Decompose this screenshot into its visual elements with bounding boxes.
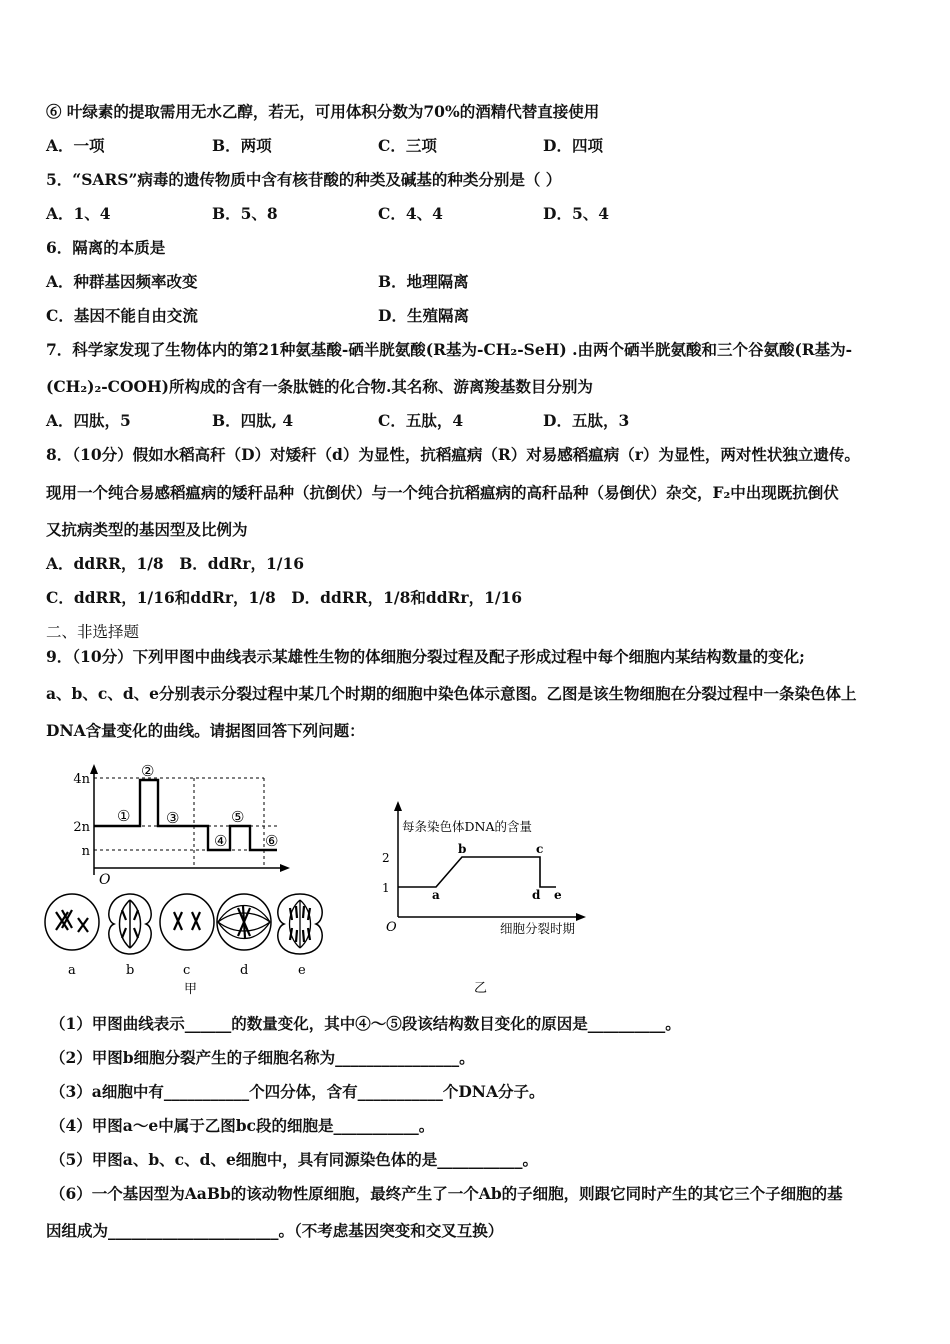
q8-options-cd: C．ddRR，1/16和ddRr，1/8 D．ddRR，1/8和ddRr，1/16 [46, 588, 523, 607]
jia-seg-6: ⑥ [265, 832, 279, 850]
q9-stem-line3: DNA含量变化的曲线。请据图回答下列问题： [46, 721, 365, 740]
cell-label-d: d [240, 963, 249, 978]
q9-sub4: （4）甲图a～e中属于乙图bc段的细胞是___________。 [50, 1116, 435, 1135]
q4-item6: ⑥ 叶绿素的提取需用无水乙醇，若无，可用体积分数为70%的酒精代替直接使用 [46, 102, 600, 121]
q4-option-c: C．三项 [378, 136, 437, 155]
yi-x-arrow [576, 913, 586, 921]
q5-option-d: D．5、4 [543, 204, 610, 223]
jia-ylabel-2n: 2n [73, 820, 90, 835]
yi-ytick-2: 2 [382, 851, 390, 865]
figure-yi [378, 795, 593, 1000]
q8-stem-line1: 8．（10分）假如水稻高秆（D）对矮秆（d）为显性，抗稻瘟病（R）对易感稻瘟病（r）为显性，两对性状独立遗传。 [46, 445, 860, 464]
q9-sub3: （3）a细胞中有___________个四分体，含有___________个DNA分子。 [50, 1082, 545, 1101]
cell-c-chromosomes [174, 912, 200, 930]
q5-stem: 5．“SARS”病毒的遗传物质中含有核苷酸的种类及碱基的种类分别是（ ） [46, 170, 562, 189]
q9-sub1: （1）甲图曲线表示______的数量变化，其中④～⑤段该结构数目变化的原因是__________。 [50, 1014, 681, 1033]
jia-origin: O [99, 872, 111, 888]
cell-label-e: e [298, 963, 306, 978]
q7-option-d: D．五肽，3 [543, 411, 630, 430]
cell-c [160, 894, 214, 950]
jia-seg-3: ③ [166, 809, 180, 827]
jia-ylabel-n: n [81, 844, 90, 859]
q6-option-d: D．生殖隔离 [378, 306, 469, 325]
figure-jia [42, 760, 352, 1000]
jia-seg-1: ① [117, 807, 131, 825]
q9-stem-line2: a、b、c、d、e分别表示分裂过程中某几个时期的细胞中染色体示意图。乙图是该生物细胞在分裂过程中一条染色体上 [46, 684, 857, 703]
q7-stem-line1: 7．科学家发现了生物体内的第21种氨基酸-硒半胱氨酸(R基为-CH₂-SeH) .由两个硒半胱氨酸和三个谷氨酸(R基为- [46, 340, 853, 359]
q4-option-a: A．一项 [46, 136, 105, 155]
q9-sub6-line1: （6）一个基因型为AaBb的该动物性原细胞，最终产生了一个Ab的子细胞，则跟它同时产生的其它三个子细胞的基 [50, 1184, 843, 1203]
cell-b-spindle [120, 900, 141, 948]
yi-caption: 乙 [474, 981, 488, 996]
cell-label-a: a [68, 963, 76, 978]
jia-seg-5: ⑤ [231, 808, 245, 826]
q6-option-b: B．地理隔离 [378, 272, 469, 291]
q5-option-c: C．4、4 [378, 204, 443, 223]
jia-caption: 甲 [184, 982, 198, 997]
cell-a [45, 894, 99, 950]
q7-option-a: A．四肽，5 [46, 411, 131, 430]
q4-option-b: B．两项 [212, 136, 272, 155]
jia-x-arrow [280, 864, 290, 872]
q7-option-c: C．五肽，4 [378, 411, 464, 430]
cell-a-chromosomes [56, 910, 88, 932]
q9-sub2: （2）甲图b细胞分裂产生的子细胞名称为________________。 [50, 1048, 475, 1067]
jia-y-arrow [90, 764, 98, 774]
q4-option-d: D．四项 [543, 136, 603, 155]
cell-label-c: c [183, 963, 191, 978]
q7-option-b: B．四肽, 4 [212, 411, 294, 430]
yi-point-e: e [554, 888, 562, 902]
jia-seg-4: ④ [214, 832, 228, 850]
cell-e-spindle [290, 900, 311, 948]
q9-sub6-line2: 因组成为______________________。（不考虑基因突变和交叉互换） [46, 1221, 504, 1240]
yi-origin: O [386, 920, 397, 935]
yi-xlabel: 细胞分裂时期 [500, 921, 576, 936]
q6-option-c: C．基因不能自由交流 [46, 306, 198, 325]
yi-point-c: c [536, 842, 544, 856]
q6-option-a: A．种群基因频率改变 [46, 272, 198, 291]
jia-seg-2: ② [141, 762, 155, 780]
q8-options-ab: A．ddRR，1/8 B．ddRr，1/16 [46, 554, 305, 573]
yi-curve [398, 857, 556, 887]
q6-stem: 6．隔离的本质是 [46, 238, 166, 257]
yi-y-arrow [394, 801, 402, 811]
yi-ylabel: 每条染色体DNA的含量 [402, 819, 532, 834]
yi-point-a: a [432, 888, 440, 902]
q9-stem-line1: 9．（10分）下列甲图中曲线表示某雄性生物的体细胞分裂过程及配子形成过程中每个细胞内某结构数量的变化; [46, 647, 805, 666]
q8-stem-line3: 又抗病类型的基因型及比例为 [46, 520, 248, 539]
yi-point-b: b [458, 842, 467, 856]
section-heading: 二、非选择题 [46, 623, 140, 641]
yi-ytick-1: 1 [382, 881, 390, 895]
yi-point-d: d [532, 888, 541, 902]
cell-d-chromosomes [238, 906, 250, 938]
q5-option-b: B．5、8 [212, 204, 278, 223]
q7-stem-line2: (CH₂)₂-COOH)所构成的含有一条肽链的化合物.其名称、游离羧基数目分别为 [46, 377, 593, 396]
jia-ylabel-4n: 4n [73, 772, 90, 787]
q8-stem-line2: 现用一个纯合易感稻瘟病的矮秆品种（抗倒伏）与一个纯合抗稻瘟病的高秆品种（易倒伏）杂交，F₂中出现既抗倒伏 [46, 483, 839, 502]
q5-option-a: A．1、4 [46, 204, 111, 223]
q9-sub5: （5）甲图a、b、c、d、e细胞中，具有同源染色体的是___________。 [50, 1150, 539, 1169]
cell-label-b: b [126, 963, 135, 978]
